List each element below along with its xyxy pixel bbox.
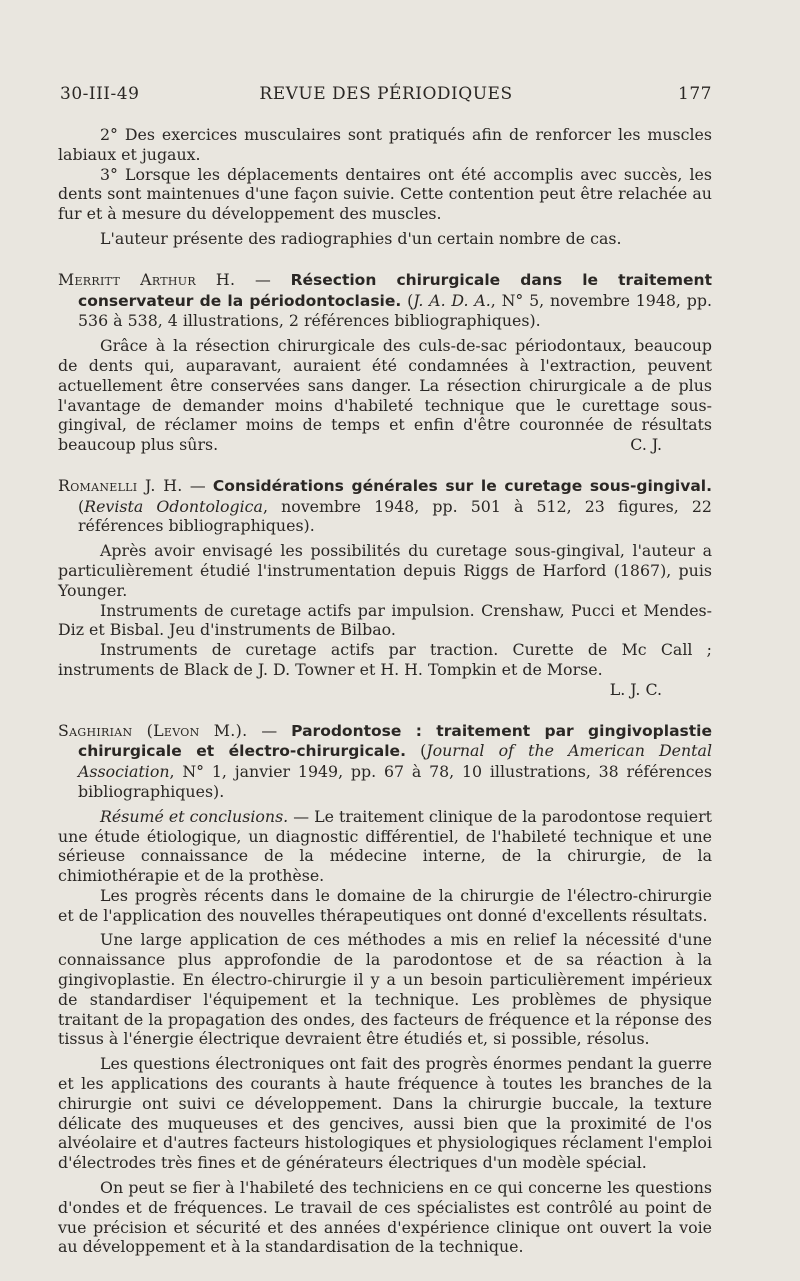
entry-paragraph: Les progrès récents dans le domaine de la chirurgie de l'électro-chirurgie et de l'application des nouvelles thérapeutiques ont donné d'excellents résultats. xyxy=(58,885,712,925)
intro-paragraph: L'auteur présente des radiographies d'un certain nombre de cas. xyxy=(100,228,622,248)
entry-source-open: ( xyxy=(78,496,85,516)
entry-signature: L. J. C. xyxy=(609,679,662,699)
entry-title: Considérations générales sur le curetage sous-gingival. xyxy=(212,476,712,495)
entry-lead-paragraph xyxy=(58,807,712,886)
entry-dash: — xyxy=(182,475,213,495)
entry-dash: — xyxy=(247,720,292,740)
header-date: 30-III-49 xyxy=(60,84,140,104)
entry-author: Merritt Arthur H. xyxy=(58,269,236,289)
entry-citation xyxy=(58,270,712,331)
entry-paragraph: Une large application de ces méthodes a mis en relief la nécessité d'une connaissance plus approfondie de la parodontose et de sa réaction à la gingivoplastie. En électro-chirurgie il y a un besoin particulièrement impérieux de standardiser l'équipement et la technique. Les problèmes de physique traitant de la propagation des ondes, des facteurs de fréquence et la réponse des tissus à l'énergie électrique devraient être étudiés et, si possible, résolus. xyxy=(58,930,712,1049)
entry-paragraph: Les questions électroniques ont fait des progrès énormes pendant la guerre et les applications des courants à haute fréquence à toutes les branches de la chirurgie ont suivi ce développement. Dans la chirurgie buccale, la texture délicate des muqueuses et des gencives, aussi bien que la proximité de l'os alvéolaire et d'autres facteurs histologiques et physiologiques réclament l'emploi d'électrodes très fines et de générateurs électriques d'un modèle spécial. xyxy=(58,1054,712,1173)
entry-paragraph: Instruments de curetage actifs par traction. Curette de Mc Call ; instruments de Black de J. D. Towner et H. H. Tompkin et de Morse. xyxy=(58,640,712,679)
entry-author: Saghirian (Levon M.). xyxy=(58,720,248,740)
entry-author: Romanelli J. H. xyxy=(58,475,183,495)
entry-lead-text: — Le traitement clinique de la parodontose requiert une étude étiologique, un diagnostic différentiel, de l'habileté technique et une sérieuse connaissance de la médecine interne, de la chirurgie, de la chimiothérapie et de la prothèse. xyxy=(58,806,712,886)
entry-source-details: , N° 5, novembre 1948, pp. 536 à 538, 4 illustrations, 2 références bibliographiques). xyxy=(78,290,712,331)
entry-title: Résection chirurgicale dans le traitement conservateur de la périodontoclasie. xyxy=(78,270,712,310)
running-header xyxy=(60,84,712,108)
entry-dash: — xyxy=(235,269,291,289)
entry-source-open: ( xyxy=(401,290,414,310)
entry-paragraph: Après avoir envisagé les possibilités du curetage sous-gingival, l'auteur a particulièrement étudié l'instrumentation depuis Riggs de Harford (1867), puis Younger. xyxy=(58,541,712,600)
entry-citation xyxy=(58,476,712,536)
entry-source: Revista Odontologica xyxy=(84,496,263,516)
entry-source-details: , N° 1, janvier 1949, pp. 67 à 78, 10 illustrations, 38 références bibliographiques). xyxy=(78,762,712,801)
review-entry xyxy=(58,476,712,700)
entry-lead-label: Résumé et conclusions. xyxy=(100,806,289,826)
page-number: 177 xyxy=(678,84,712,104)
entry-title: Parodontose : traitement par gingivoplastie chirurgicale et électro-chirurgicale. xyxy=(78,721,712,761)
entry-citation xyxy=(58,721,712,802)
entry-source-details: , novembre 1948, pp. 501 à 512, 23 figures, 22 références bibliographiques). xyxy=(78,496,712,536)
entry-source: J. A. D. A. xyxy=(413,290,491,310)
intro-paragraph: 2° Des exercices musculaires sont pratiqués afin de renforcer les muscles labiaux et jugaux. xyxy=(58,125,712,164)
entry-paragraph: On peut se fier à l'habileté des techniciens en ce qui concerne les questions d'ondes et de fréquences. Le travail de ces spécialistes est contrôlé au point de vue précision et sécurité et des années d'expérience clinique ont ouvert la voie au développement et à la standardisation de la technique. xyxy=(58,1178,712,1257)
entry-signature: C. J. xyxy=(630,434,662,454)
entry-paragraph: Instruments de curetage actifs par impulsion. Crenshaw, Pucci et Mendes-Diz et Bisbal. Jeu d'instruments de Bilbao. xyxy=(58,600,712,640)
review-entry xyxy=(58,270,712,455)
entry-source-open: ( xyxy=(405,741,427,761)
page-body xyxy=(58,125,712,1257)
entry-paragraph: Grâce à la résection chirurgicale des culs-de-sac périodontaux, beaucoup de dents qui, auparavant, auraient été condamnées à l'extraction, peuvent actuellement être conservées sans danger. La résection chirurgicale a de plus l'avantage de demander moins d'habileté technique que le curettage sous-gingival, de réclamer moins de temps et enfin d'être couronnée de résultats beaucoup plus sûrs. xyxy=(58,336,712,455)
review-entry xyxy=(58,721,712,1258)
entry-source: Journal of the American Dental Association xyxy=(78,741,713,782)
header-title: REVUE DES PÉRIODIQUES xyxy=(259,84,513,104)
intro-paragraph: 3° Lorsque les déplacements dentaires ont été accomplis avec succès, les dents sont maintenues d'une façon suivie. Cette contention peut être relachée au fur et à mesure du développement des muscles. xyxy=(58,164,712,224)
